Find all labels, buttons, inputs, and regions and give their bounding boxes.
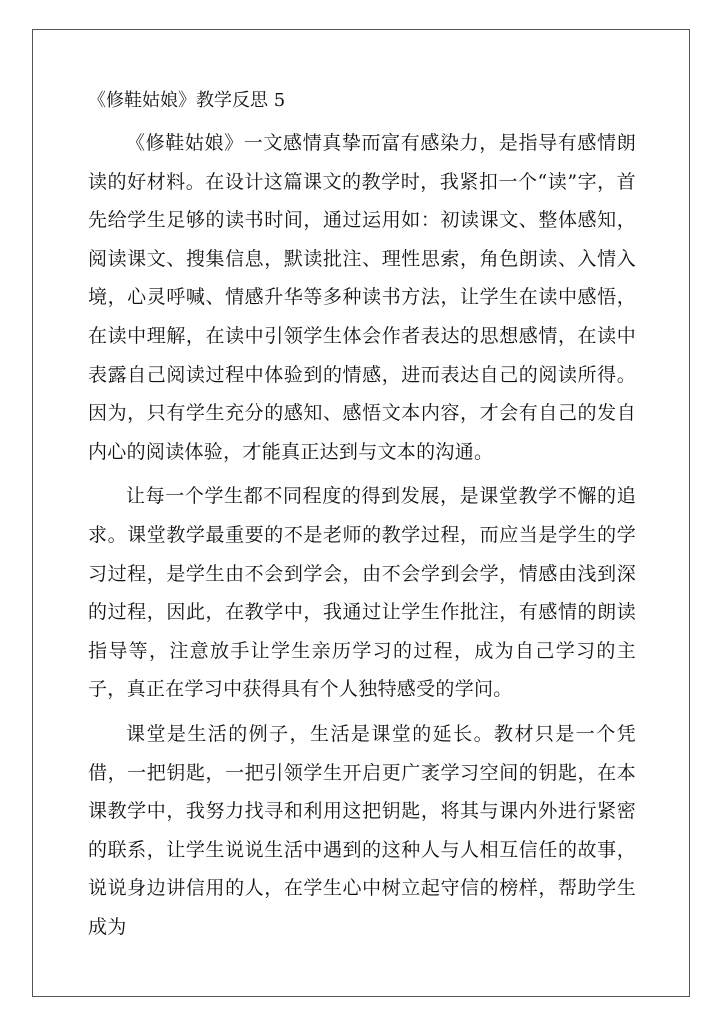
paragraph: 《修鞋姑娘》一文感情真挚而富有感染力，是指导有感情朗读的好材料。在设计这篇课文的教学时，我紧扣一个“读”字，首先给学生足够的读书时间，通过运用如：初读课文、整体感知，阅读课文、搜集信息，默读批注、理性思索，角色朗读、入情入境，心灵呼喊、情感升华等多种读书方法，让学生在读中感悟，在读中理解，在读中引领学生体会作者表达的思想感情，在读中表露自己阅读过程中体验到的情感，进而表达自己的阅读所得。因为，只有学生充分的感知、感悟文本内容，才会有自己的发自内心的阅读体验，才能真正达到与文本的沟通。 — [88, 132, 636, 463]
paragraph: 课堂是生活的例子，生活是课堂的延长。教材只是一个凭借，一把钥匙，一把引领学生开启更广袤学习空间的钥匙，在本课教学中，我努力找寻和利用这把钥匙，将其与课内外进行紧密的联系，让学生说说生活中遇到的这种人与人相互信任的故事，说说身边讲信用的人，在学生心中树立起守信的榜样，帮助学生成为 — [88, 722, 636, 938]
document-body — [88, 88, 636, 952]
paragraph: 让每一个学生都不同程度的得到发展，是课堂教学不懈的追求。课堂教学最重要的不是老师的教学过程，而应当是学生的学习过程，是学生由不会到学会，由不会学到会学，情感由浅到深的过程，因此，在教学中，我通过让学生作批注，有感情的朗读指导等，注意放手让学生亲历学习的过程，成为自己学习的主子，真正在学习中获得具有个人独特感受的学问。 — [88, 485, 636, 701]
document-title: 《修鞋姑娘》教学反思 5 — [88, 90, 286, 111]
